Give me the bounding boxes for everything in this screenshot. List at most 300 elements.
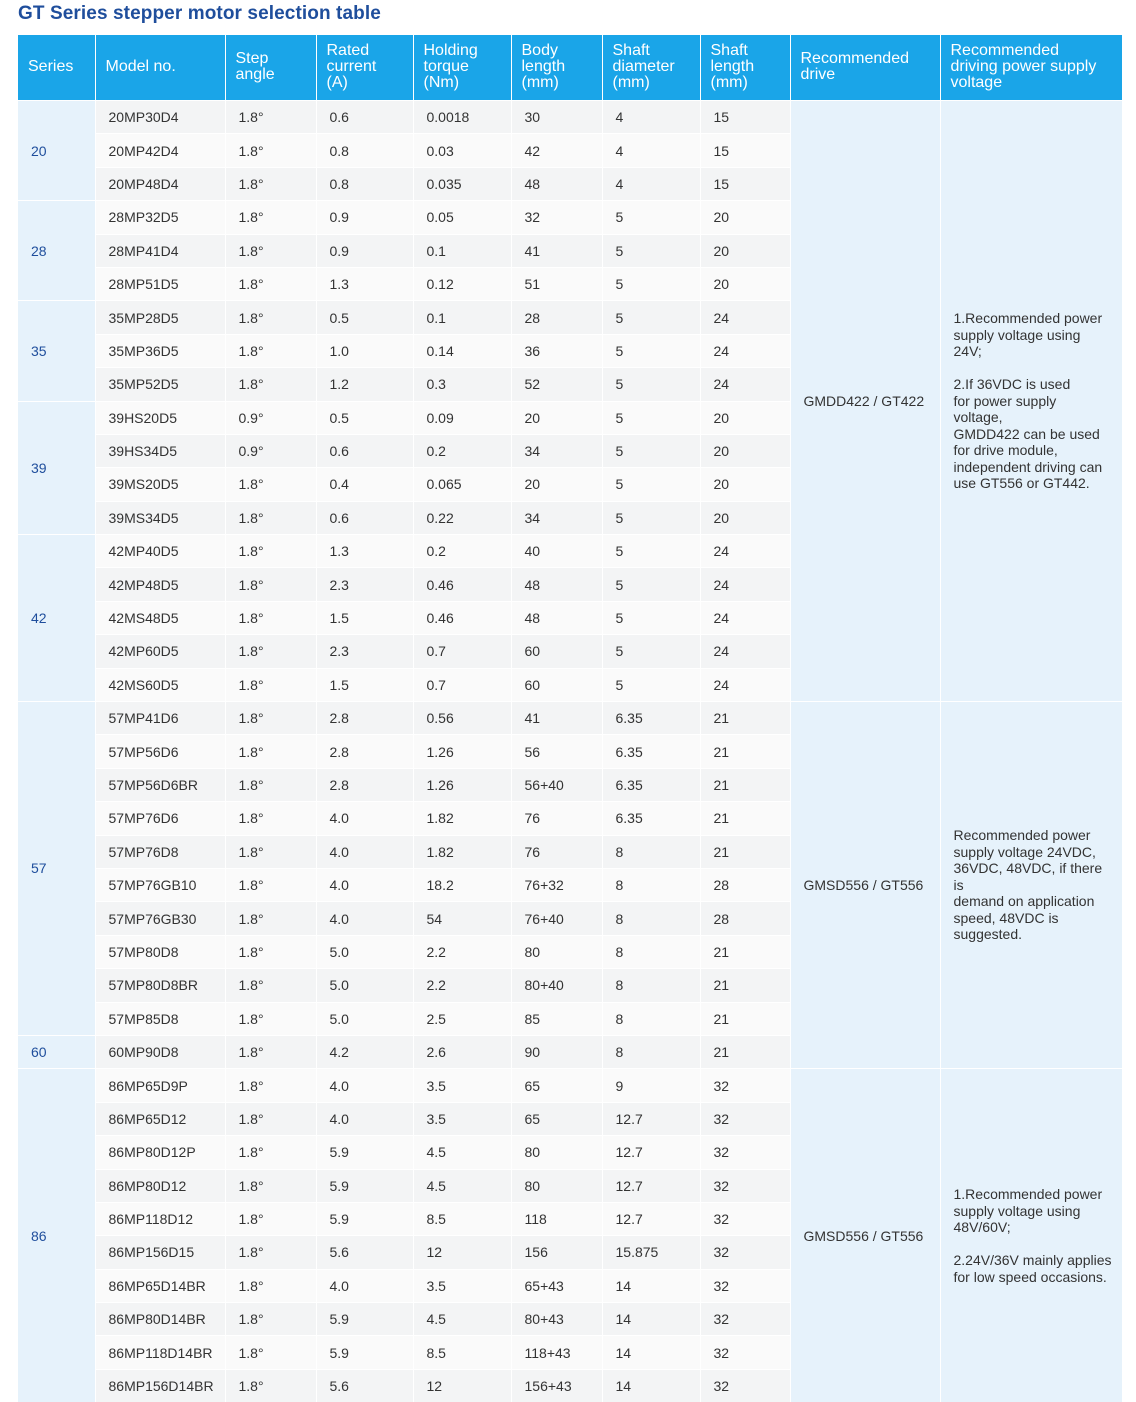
header-recommended-voltage: Recommended driving power supply voltage [940,35,1122,101]
step-angle-cell: 1.8° [225,1069,316,1102]
step-angle-cell: 1.8° [225,101,316,134]
rated-current-cell: 0.9 [316,234,413,267]
rated-current-cell: 4.0 [316,835,413,868]
body-length-cell: 28 [511,301,602,334]
rated-current-cell: 0.8 [316,167,413,200]
body-length-cell: 76+32 [511,868,602,901]
holding-torque-cell: 1.26 [413,735,511,768]
table-row [18,101,1122,134]
series-cell: 20 [18,101,95,201]
rated-current-cell: 2.8 [316,735,413,768]
model-no-cell: 35MP52D5 [95,368,225,401]
rated-current-cell: 4.0 [316,1269,413,1302]
body-length-cell: 48 [511,568,602,601]
rated-current-cell: 2.3 [316,635,413,668]
model-no-cell: 39MS34D5 [95,501,225,534]
shaft-length-cell: 20 [700,234,790,267]
shaft-diameter-cell: 5 [602,401,700,434]
shaft-length-cell: 20 [700,468,790,501]
holding-torque-cell: 8.5 [413,1202,511,1235]
model-no-cell: 57MP85D8 [95,1002,225,1035]
shaft-length-cell: 20 [700,401,790,434]
holding-torque-cell: 0.3 [413,368,511,401]
model-no-cell: 86MP80D12 [95,1169,225,1202]
step-angle-cell: 1.8° [225,1102,316,1135]
shaft-diameter-cell: 5 [602,468,700,501]
holding-torque-cell: 3.5 [413,1069,511,1102]
step-angle-cell: 1.8° [225,1169,316,1202]
holding-torque-cell: 3.5 [413,1102,511,1135]
step-angle-cell: 1.8° [225,1269,316,1302]
body-length-cell: 34 [511,501,602,534]
header-body-length: Body length (mm) [511,35,602,101]
shaft-diameter-cell: 5 [602,301,700,334]
step-angle-cell: 1.8° [225,468,316,501]
step-angle-cell: 1.8° [225,334,316,367]
step-angle-cell: 1.8° [225,702,316,735]
body-length-cell: 40 [511,535,602,568]
model-no-cell: 35MP36D5 [95,334,225,367]
holding-torque-cell: 8.5 [413,1336,511,1369]
rated-current-cell: 4.0 [316,868,413,901]
body-length-cell: 32 [511,201,602,234]
holding-torque-cell: 2.2 [413,969,511,1002]
step-angle-cell: 1.8° [225,835,316,868]
shaft-diameter-cell: 14 [602,1336,700,1369]
shaft-length-cell: 21 [700,1035,790,1068]
shaft-diameter-cell: 6.35 [602,702,700,735]
body-length-cell: 118 [511,1202,602,1235]
shaft-diameter-cell: 6.35 [602,802,700,835]
table-row [18,702,1122,735]
step-angle-cell: 1.8° [225,635,316,668]
step-angle-cell: 1.8° [225,368,316,401]
shaft-length-cell: 32 [700,1369,790,1402]
model-no-cell: 39HS34D5 [95,434,225,467]
shaft-length-cell: 24 [700,635,790,668]
body-length-cell: 65+43 [511,1269,602,1302]
series-cell: 28 [18,201,95,301]
step-angle-cell: 1.8° [225,868,316,901]
recommended-voltage-cell: Recommended power supply voltage 24VDC, 36VDC, 48VDC, if there is demand on application speed, 48VDC is suggested. [940,702,1122,1069]
model-no-cell: 57MP76D6 [95,802,225,835]
recommended-voltage-cell: 1.Recommended power supply voltage using 24V; 2.If 36VDC is used for power supply voltage, GMDD422 can be used for drive module, independent driving can use GT556 or GT442. [940,101,1122,702]
shaft-diameter-cell: 5 [602,535,700,568]
shaft-diameter-cell: 12.7 [602,1169,700,1202]
shaft-diameter-cell: 8 [602,935,700,968]
holding-torque-cell: 18.2 [413,868,511,901]
step-angle-cell: 1.8° [225,267,316,300]
model-no-cell: 42MS60D5 [95,668,225,701]
shaft-diameter-cell: 5 [602,568,700,601]
step-angle-cell: 1.8° [225,301,316,334]
step-angle-cell: 1.8° [225,802,316,835]
shaft-diameter-cell: 8 [602,835,700,868]
holding-torque-cell: 2.2 [413,935,511,968]
rated-current-cell: 4.0 [316,902,413,935]
body-length-cell: 156 [511,1236,602,1269]
step-angle-cell: 1.8° [225,902,316,935]
step-angle-cell: 1.8° [225,1002,316,1035]
step-angle-cell: 1.8° [225,134,316,167]
body-length-cell: 34 [511,434,602,467]
holding-torque-cell: 0.065 [413,468,511,501]
header-shaft-length: Shaft length (mm) [700,35,790,101]
page-title: GT Series stepper motor selection table [18,3,381,25]
shaft-diameter-cell: 5 [602,201,700,234]
rated-current-cell: 2.8 [316,768,413,801]
rated-current-cell: 5.0 [316,935,413,968]
model-no-cell: 86MP118D12 [95,1202,225,1235]
model-no-cell: 57MP56D6 [95,735,225,768]
holding-torque-cell: 0.7 [413,635,511,668]
header-shaft-diameter: Shaft diameter (mm) [602,35,700,101]
shaft-length-cell: 24 [700,368,790,401]
body-length-cell: 65 [511,1102,602,1135]
shaft-length-cell: 20 [700,434,790,467]
shaft-diameter-cell: 8 [602,902,700,935]
holding-torque-cell: 0.2 [413,535,511,568]
rated-current-cell: 5.0 [316,969,413,1002]
body-length-cell: 48 [511,167,602,200]
shaft-diameter-cell: 14 [602,1303,700,1336]
holding-torque-cell: 0.14 [413,334,511,367]
rated-current-cell: 5.9 [316,1136,413,1169]
holding-torque-cell: 0.46 [413,568,511,601]
shaft-diameter-cell: 5 [602,635,700,668]
header-series: Series [18,35,95,101]
shaft-length-cell: 21 [700,735,790,768]
holding-torque-cell: 2.6 [413,1035,511,1068]
shaft-diameter-cell: 5 [602,601,700,634]
header-recommended-drive: Recommended drive [790,35,940,101]
shaft-length-cell: 21 [700,935,790,968]
body-length-cell: 51 [511,267,602,300]
body-length-cell: 56 [511,735,602,768]
body-length-cell: 20 [511,401,602,434]
model-no-cell: 86MP156D14BR [95,1369,225,1402]
model-no-cell: 39HS20D5 [95,401,225,434]
table-row [18,1069,1122,1102]
body-length-cell: 90 [511,1035,602,1068]
model-no-cell: 86MP65D12 [95,1102,225,1135]
holding-torque-cell: 3.5 [413,1269,511,1302]
holding-torque-cell: 0.56 [413,702,511,735]
body-length-cell: 41 [511,234,602,267]
holding-torque-cell: 0.2 [413,434,511,467]
holding-torque-cell: 0.05 [413,201,511,234]
shaft-length-cell: 32 [700,1136,790,1169]
shaft-length-cell: 21 [700,835,790,868]
rated-current-cell: 5.0 [316,1002,413,1035]
rated-current-cell: 5.9 [316,1303,413,1336]
body-length-cell: 42 [511,134,602,167]
step-angle-cell: 1.8° [225,1035,316,1068]
rated-current-cell: 0.5 [316,301,413,334]
model-no-cell: 39MS20D5 [95,468,225,501]
body-length-cell: 76+40 [511,902,602,935]
rated-current-cell: 2.3 [316,568,413,601]
shaft-length-cell: 32 [700,1303,790,1336]
step-angle-cell: 1.8° [225,1202,316,1235]
body-length-cell: 85 [511,1002,602,1035]
series-cell: 60 [18,1035,95,1068]
model-no-cell: 57MP80D8BR [95,969,225,1002]
header-step-angle: Step angle [225,35,316,101]
shaft-diameter-cell: 5 [602,668,700,701]
model-no-cell: 86MP65D14BR [95,1269,225,1302]
model-no-cell: 42MP48D5 [95,568,225,601]
shaft-length-cell: 15 [700,167,790,200]
step-angle-cell: 1.8° [225,735,316,768]
holding-torque-cell: 54 [413,902,511,935]
holding-torque-cell: 0.46 [413,601,511,634]
recommended-drive-cell: GMSD556 / GT556 [790,702,940,1069]
selection-table-container [18,35,1122,1402]
shaft-length-cell: 32 [700,1202,790,1235]
rated-current-cell: 0.4 [316,468,413,501]
recommended-drive-cell: GMSD556 / GT556 [790,1069,940,1402]
rated-current-cell: 4.0 [316,802,413,835]
holding-torque-cell: 1.82 [413,835,511,868]
body-length-cell: 20 [511,468,602,501]
shaft-length-cell: 20 [700,267,790,300]
rated-current-cell: 1.5 [316,668,413,701]
step-angle-cell: 1.8° [225,1236,316,1269]
shaft-length-cell: 32 [700,1269,790,1302]
holding-torque-cell: 1.82 [413,802,511,835]
holding-torque-cell: 12 [413,1236,511,1269]
shaft-length-cell: 32 [700,1169,790,1202]
body-length-cell: 52 [511,368,602,401]
step-angle-cell: 1.8° [225,601,316,634]
step-angle-cell: 1.8° [225,501,316,534]
model-no-cell: 28MP32D5 [95,201,225,234]
model-no-cell: 86MP80D14BR [95,1303,225,1336]
recommended-voltage-cell: 1.Recommended power supply voltage using 48V/60V; 2.24V/36V mainly applies for low speed occasions. [940,1069,1122,1402]
holding-torque-cell: 0.7 [413,668,511,701]
series-cell: 42 [18,535,95,702]
holding-torque-cell: 0.22 [413,501,511,534]
shaft-length-cell: 21 [700,802,790,835]
header-model-no: Model no. [95,35,225,101]
rated-current-cell: 1.0 [316,334,413,367]
shaft-length-cell: 20 [700,201,790,234]
holding-torque-cell: 0.03 [413,134,511,167]
model-no-cell: 86MP156D15 [95,1236,225,1269]
rated-current-cell: 1.3 [316,535,413,568]
holding-torque-cell: 0.1 [413,301,511,334]
shaft-diameter-cell: 5 [602,434,700,467]
shaft-diameter-cell: 15.875 [602,1236,700,1269]
shaft-length-cell: 24 [700,301,790,334]
rated-current-cell: 4.2 [316,1035,413,1068]
shaft-length-cell: 21 [700,1002,790,1035]
model-no-cell: 20MP30D4 [95,101,225,134]
rated-current-cell: 2.8 [316,702,413,735]
shaft-length-cell: 21 [700,768,790,801]
body-length-cell: 80+40 [511,969,602,1002]
table-header [18,35,1122,101]
model-no-cell: 28MP41D4 [95,234,225,267]
rated-current-cell: 0.6 [316,434,413,467]
shaft-length-cell: 24 [700,535,790,568]
recommended-drive-cell: GMDD422 / GT422 [790,101,940,702]
model-no-cell: 57MP80D8 [95,935,225,968]
rated-current-cell: 0.8 [316,134,413,167]
series-cell: 86 [18,1069,95,1402]
body-length-cell: 65 [511,1069,602,1102]
step-angle-cell: 1.8° [225,1136,316,1169]
holding-torque-cell: 1.26 [413,768,511,801]
rated-current-cell: 1.5 [316,601,413,634]
shaft-diameter-cell: 4 [602,101,700,134]
shaft-diameter-cell: 12.7 [602,1202,700,1235]
shaft-diameter-cell: 4 [602,134,700,167]
rated-current-cell: 0.9 [316,201,413,234]
model-no-cell: 86MP80D12P [95,1136,225,1169]
model-no-cell: 42MP60D5 [95,635,225,668]
shaft-diameter-cell: 5 [602,267,700,300]
header-rated-current: Rated current (A) [316,35,413,101]
step-angle-cell: 1.8° [225,568,316,601]
shaft-length-cell: 21 [700,702,790,735]
model-no-cell: 35MP28D5 [95,301,225,334]
shaft-diameter-cell: 9 [602,1069,700,1102]
holding-torque-cell: 12 [413,1369,511,1402]
rated-current-cell: 1.2 [316,368,413,401]
step-angle-cell: 1.8° [225,1303,316,1336]
step-angle-cell: 1.8° [225,969,316,1002]
shaft-diameter-cell: 8 [602,868,700,901]
body-length-cell: 80 [511,1169,602,1202]
rated-current-cell: 5.9 [316,1336,413,1369]
model-no-cell: 57MP76GB10 [95,868,225,901]
body-length-cell: 118+43 [511,1336,602,1369]
step-angle-cell: 1.8° [225,167,316,200]
shaft-diameter-cell: 5 [602,234,700,267]
body-length-cell: 76 [511,802,602,835]
holding-torque-cell: 0.0018 [413,101,511,134]
step-angle-cell: 1.8° [225,768,316,801]
shaft-diameter-cell: 8 [602,1035,700,1068]
shaft-length-cell: 24 [700,668,790,701]
holding-torque-cell: 0.035 [413,167,511,200]
step-angle-cell: 1.8° [225,201,316,234]
holding-torque-cell: 0.1 [413,234,511,267]
body-length-cell: 60 [511,668,602,701]
body-length-cell: 48 [511,601,602,634]
holding-torque-cell: 4.5 [413,1169,511,1202]
rated-current-cell: 0.5 [316,401,413,434]
model-no-cell: 57MP76GB30 [95,902,225,935]
holding-torque-cell: 0.12 [413,267,511,300]
rated-current-cell: 5.6 [316,1369,413,1402]
model-no-cell: 20MP42D4 [95,134,225,167]
rated-current-cell: 1.3 [316,267,413,300]
step-angle-cell: 1.8° [225,234,316,267]
step-angle-cell: 1.8° [225,1369,316,1402]
series-cell: 35 [18,301,95,401]
step-angle-cell: 0.9° [225,401,316,434]
rated-current-cell: 5.6 [316,1236,413,1269]
body-length-cell: 36 [511,334,602,367]
holding-torque-cell: 0.09 [413,401,511,434]
series-cell: 57 [18,702,95,1036]
holding-torque-cell: 4.5 [413,1136,511,1169]
header-row [18,35,1122,101]
step-angle-cell: 0.9° [225,434,316,467]
body-length-cell: 76 [511,835,602,868]
motor-selection-table [18,35,1122,1402]
rated-current-cell: 0.6 [316,501,413,534]
shaft-length-cell: 28 [700,902,790,935]
step-angle-cell: 1.8° [225,668,316,701]
shaft-length-cell: 32 [700,1102,790,1135]
body-length-cell: 80 [511,935,602,968]
body-length-cell: 80+43 [511,1303,602,1336]
series-cell: 39 [18,401,95,535]
shaft-diameter-cell: 4 [602,167,700,200]
header-holding-torque: Holding torque (Nm) [413,35,511,101]
model-no-cell: 20MP48D4 [95,167,225,200]
step-angle-cell: 1.8° [225,935,316,968]
rated-current-cell: 5.9 [316,1202,413,1235]
shaft-diameter-cell: 8 [602,1002,700,1035]
shaft-diameter-cell: 12.7 [602,1136,700,1169]
body-length-cell: 41 [511,702,602,735]
shaft-length-cell: 15 [700,101,790,134]
rated-current-cell: 5.9 [316,1169,413,1202]
body-length-cell: 60 [511,635,602,668]
shaft-length-cell: 32 [700,1336,790,1369]
shaft-length-cell: 21 [700,969,790,1002]
table-body [18,101,1122,1402]
step-angle-cell: 1.8° [225,535,316,568]
shaft-length-cell: 24 [700,334,790,367]
model-no-cell: 60MP90D8 [95,1035,225,1068]
body-length-cell: 56+40 [511,768,602,801]
shaft-length-cell: 15 [700,134,790,167]
rated-current-cell: 4.0 [316,1069,413,1102]
body-length-cell: 30 [511,101,602,134]
model-no-cell: 42MP40D5 [95,535,225,568]
shaft-length-cell: 24 [700,568,790,601]
rated-current-cell: 4.0 [316,1102,413,1135]
model-no-cell: 57MP56D6BR [95,768,225,801]
model-no-cell: 57MP41D6 [95,702,225,735]
shaft-diameter-cell: 12.7 [602,1102,700,1135]
shaft-diameter-cell: 14 [602,1369,700,1402]
shaft-length-cell: 24 [700,601,790,634]
model-no-cell: 28MP51D5 [95,267,225,300]
body-length-cell: 80 [511,1136,602,1169]
shaft-length-cell: 20 [700,501,790,534]
shaft-diameter-cell: 6.35 [602,735,700,768]
model-no-cell: 42MS48D5 [95,601,225,634]
rated-current-cell: 0.6 [316,101,413,134]
model-no-cell: 57MP76D8 [95,835,225,868]
shaft-length-cell: 32 [700,1236,790,1269]
shaft-diameter-cell: 5 [602,501,700,534]
body-length-cell: 156+43 [511,1369,602,1402]
shaft-length-cell: 32 [700,1069,790,1102]
shaft-diameter-cell: 14 [602,1269,700,1302]
model-no-cell: 86MP118D14BR [95,1336,225,1369]
shaft-diameter-cell: 6.35 [602,768,700,801]
step-angle-cell: 1.8° [225,1336,316,1369]
model-no-cell: 86MP65D9P [95,1069,225,1102]
